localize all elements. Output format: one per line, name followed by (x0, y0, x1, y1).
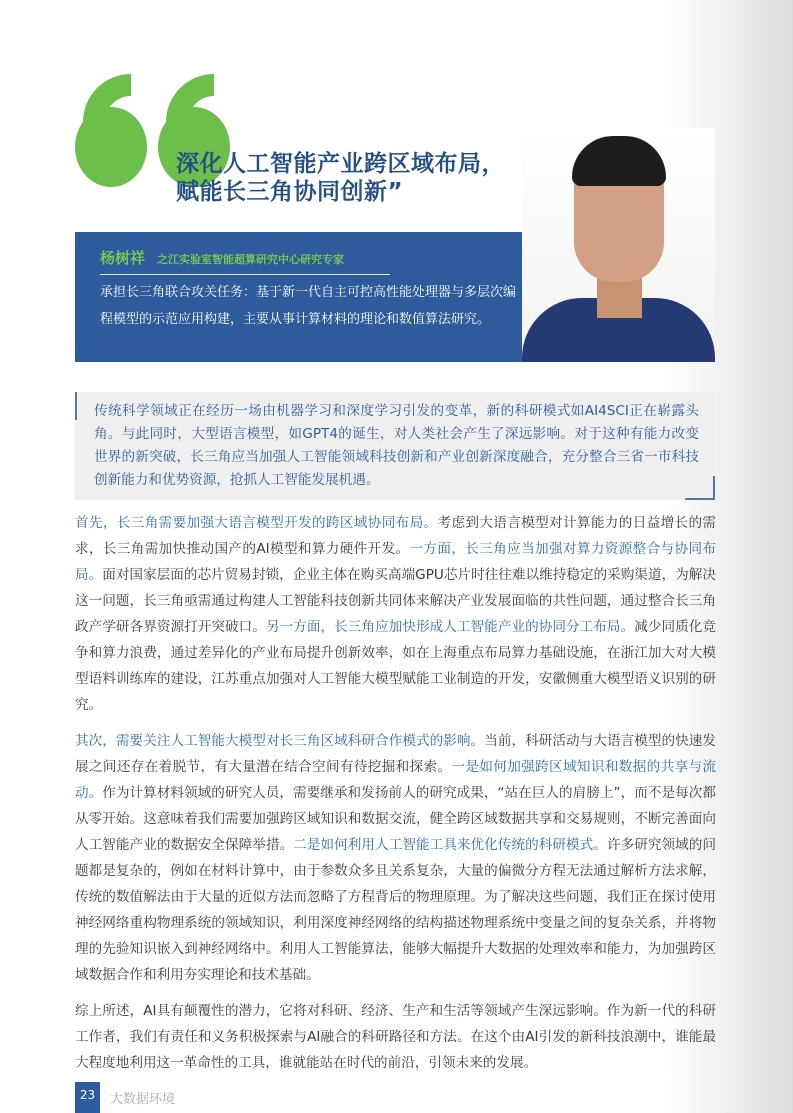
highlighted-text: 其次，需要关注人工智能大模型对长三角区域科研合作模式的影响。 (75, 733, 485, 749)
page-number: 23 (75, 1082, 100, 1113)
paragraph-text: 考虑到大语言模型对计算能力的日益增长的需求，长三角需加快推动国产的AI模型和算力硬件开发。 (75, 515, 716, 557)
paragraph-text: 减少同质化竞争和算力浪费，通过差异化的产业布局提升创新效率，如在上海重点布局算力基础设施，在浙江加大对大模型语料训练库的建设，江苏重点加强对人工智能大模型赋能工业制造的开发，安徽侧重大模型语义识别的研究。 (75, 619, 717, 713)
highlighted-text: 二是如何利用人工智能工具来优化传统的科研模式。 (293, 837, 607, 853)
highlighted-text: 首先，长三角需要加强大语言模型开发的跨区域协同布局。 (75, 515, 438, 531)
intro-callout (75, 392, 715, 500)
highlighted-text: 一方面，长三角应当加强对算力资源整合与协同布局。 (75, 541, 716, 583)
article-body (75, 392, 716, 1113)
author-role: 之江实验室智能超算研究中心研究专家 (157, 253, 345, 266)
title-line: 赋能长三角协同创新” (176, 179, 404, 205)
paragraph-text: 当前，科研活动与大语言模型的快速发展之间还存在着脱节，有大量潜在结合空间有待挖掘和探索。 (75, 733, 717, 775)
author-name: 杨树祥 (100, 249, 146, 267)
paragraph-text: 面对国家层面的芯片贸易封锁，企业主体在购买高端GPU芯片时往往难以维持稳定的采购渠道，为解决这一问题，长三角亟需通过构建人工智能科技创新共同体来解决产业发展面临的共性问题，通过整合长三角政产学研各界资源打开突破口。 (75, 567, 716, 635)
paragraph-text: 作为计算材料领域的研究人员，需要继承和发扬前人的研究成果，“站在巨人的肩膀上”，而不是每次都从零开始。这意味着我们需要加强跨区域知识和数据交流，健全跨区域数据共享和交易规则，不断完善面向人工智能产业的数据安全保障举措。 (75, 785, 716, 853)
author-photo (522, 128, 715, 362)
highlighted-text: 一是如何加强跨区域知识和数据的共享与流动。 (75, 759, 717, 801)
body-paragraph (75, 510, 716, 718)
article-title (176, 150, 516, 206)
page-footer (75, 1082, 716, 1113)
body-paragraph (75, 728, 716, 988)
intro-text: 传统科学领域正在经历一场由机器学习和深度学习引发的变革，新的科研模式如AI4SCI正在崭露头角。与此同时，大型语言模型，如GPT4的诞生，对人类社会产生了深远影响。对于这种有能力改变世界的新突破，长三角应当加强人工智能领域科技创新和产业创新深度融合，充分整合三省一市科技创新能力和优势资源，抢抓人工智能发展机遇。 (94, 403, 699, 488)
body-paragraph (75, 998, 716, 1076)
author-description: 承担长三角联合攻关任务：基于新一代自主可控高性能处理器与多层次编程模型的示范应用构建，主要从事计算材料的理论和数值算法研究。 (100, 285, 517, 327)
paragraph-text: 许多研究领域的问题都是复杂的，例如在材料计算中，由于参数众多且关系复杂，大量的偏微分方程无法通过解析方法求解，传统的数值解法由于大量的近似方法而忽略了方程背后的物理原理。为了解决这些问题，我们正在探讨使用神经网络重构物理系统的领域知识，利用深度神经网络的结构描述物理系统中变量之间的复杂关系，并将物理的先验知识嵌入到神经网络中。利用人工智能算法，能够大幅提升大数据的处理效率和能力，为加强跨区域数据合作和利用夯实理论和技术基础。 (75, 837, 717, 983)
divider (100, 274, 390, 275)
watermark-text: 大数据环境 (110, 1092, 176, 1107)
highlighted-text: 另一方面，长三角应加快形成人工智能产业的协同分工布局。 (265, 619, 635, 635)
quote-mark-icon (75, 52, 147, 192)
paragraph-text: 综上所述，AI具有颠覆性的潜力，它将对科研、经济、生产和生活等领域产生深远影响。作为新一代的科研工作者，我们有责任和义务积极探索与AI融合的科研路径和方法。在这个由AI引发的新科技浪潮中，谁能最大程度地利用这一革命性的工具，谁就能站在时代的前沿，引领未来的发展。 (75, 1003, 716, 1071)
title-line: 深化人工智能产业跨区域布局， (176, 151, 505, 177)
